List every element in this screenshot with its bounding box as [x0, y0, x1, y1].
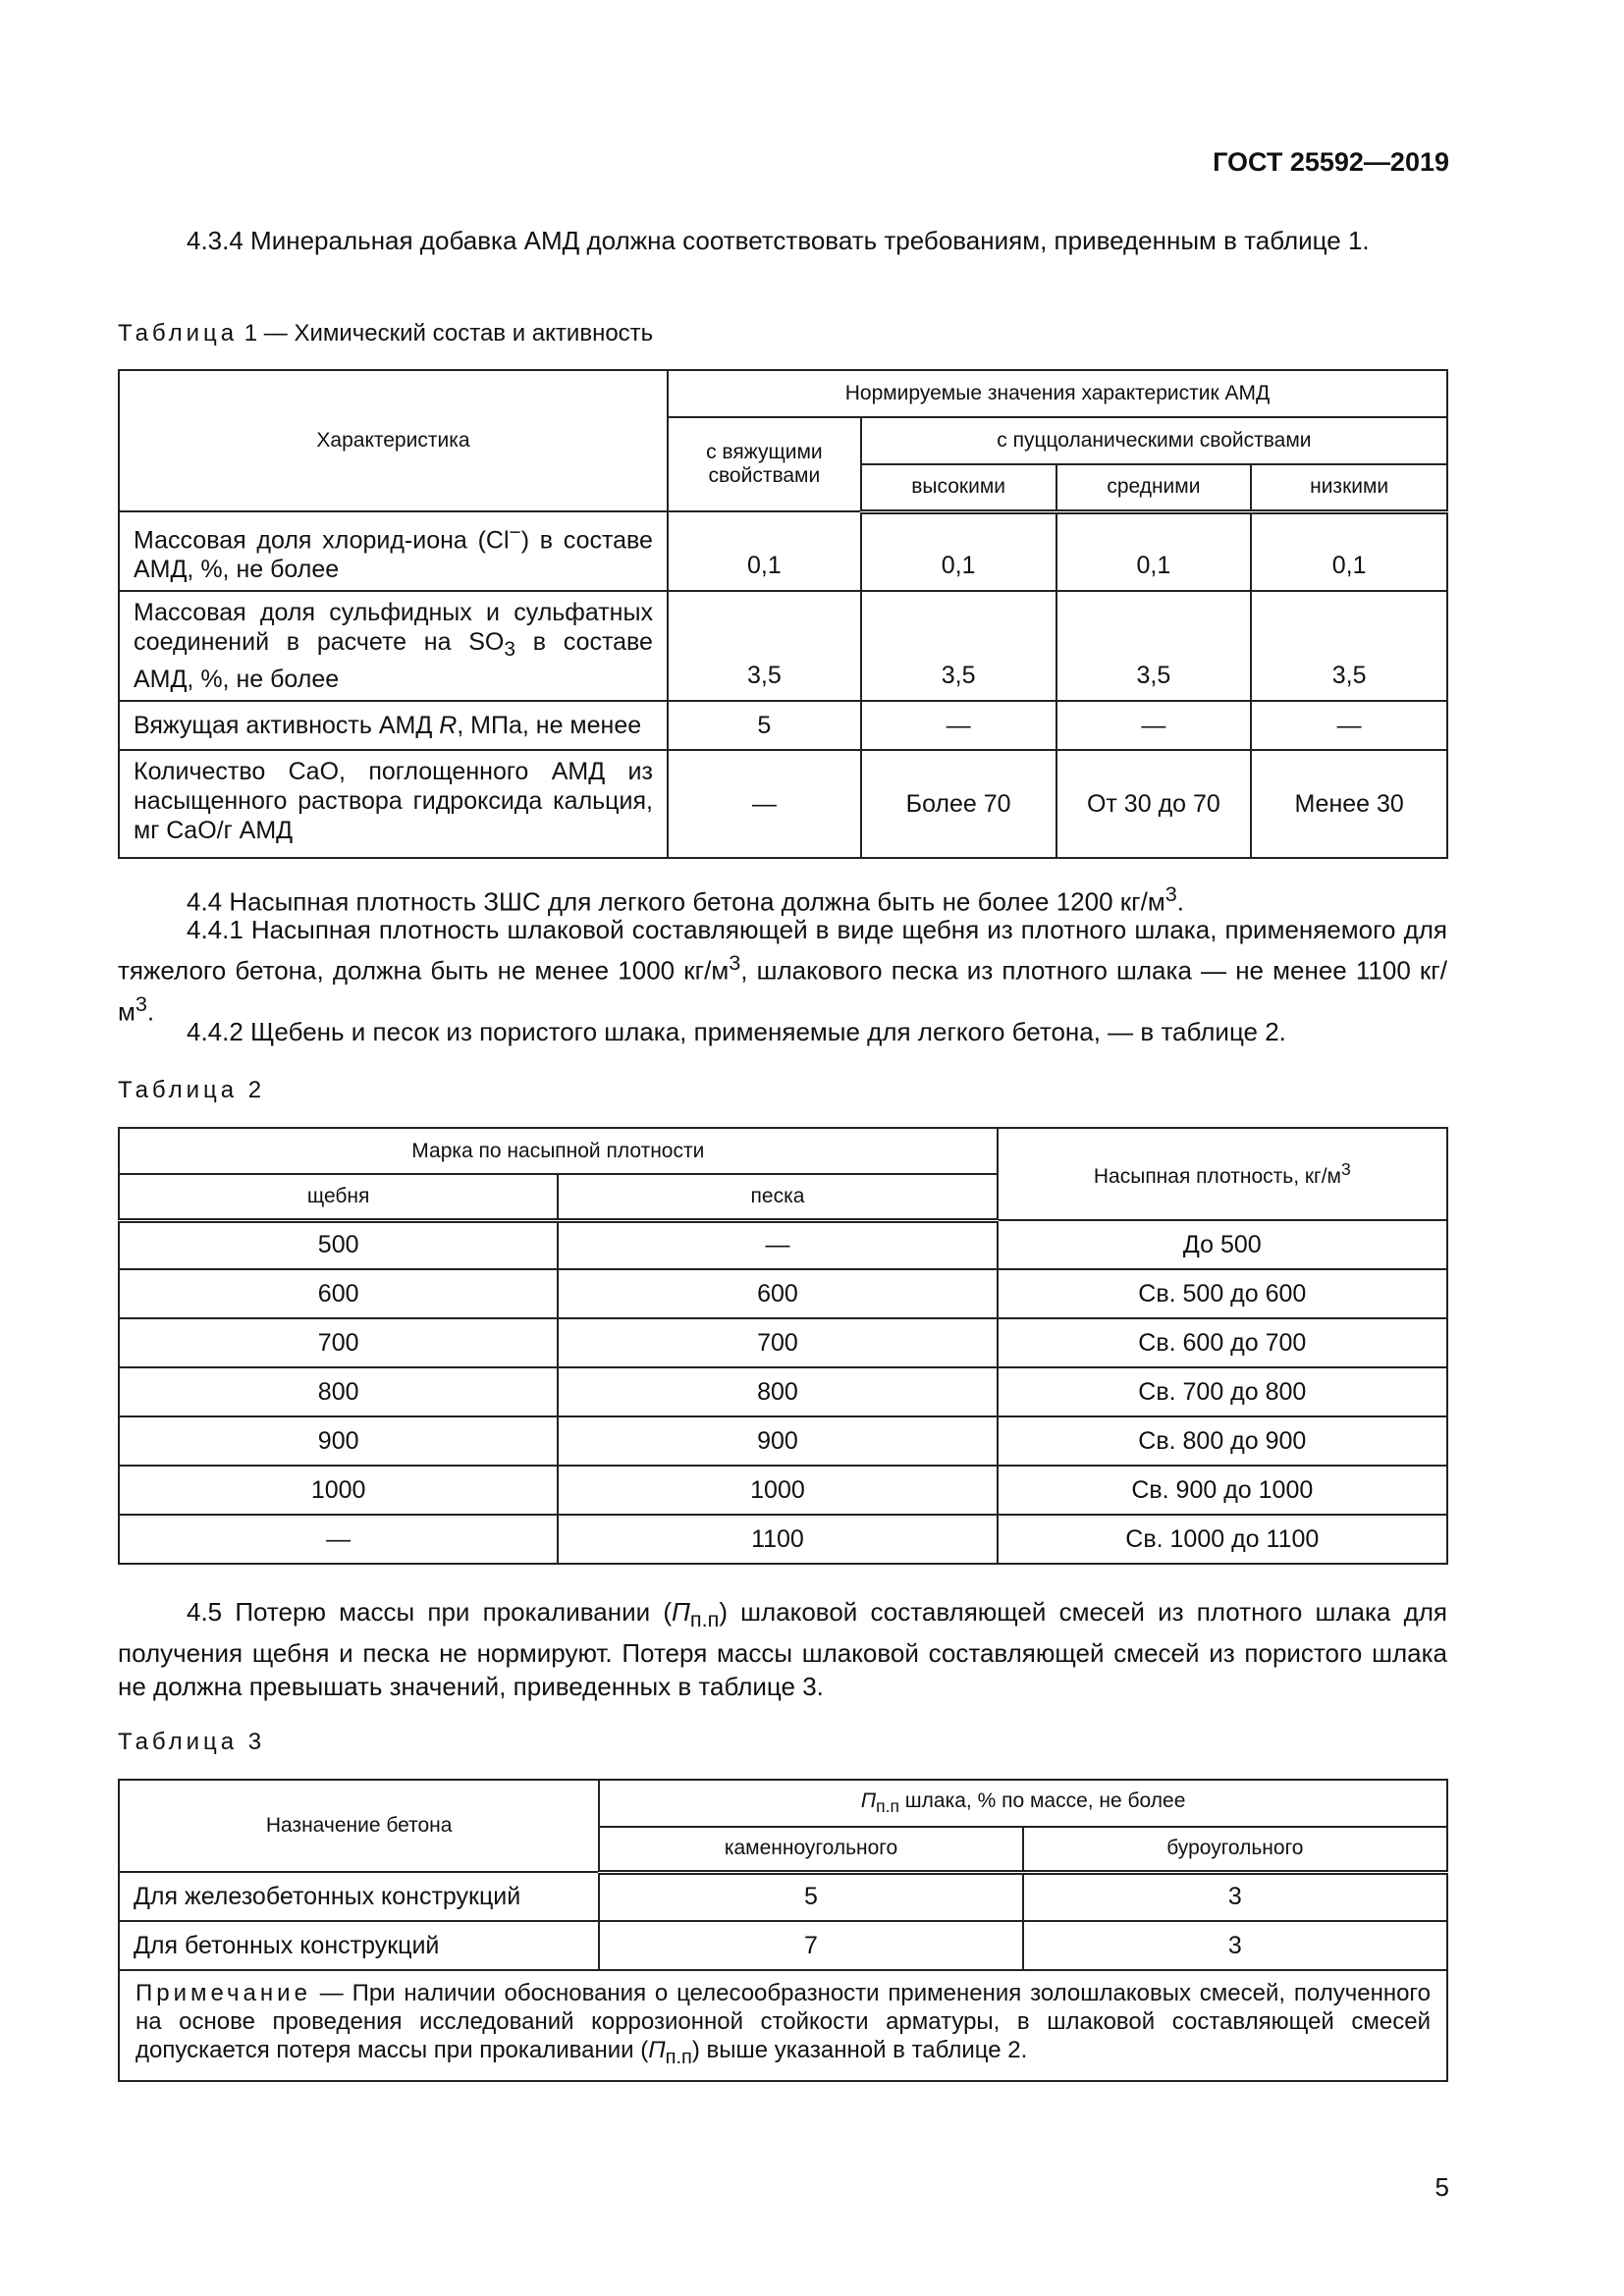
- t3-note: Примечание — При наличии обоснования о целесообразности применения золошлаковых смесей, полученного на основе проведения исследований коррозионной стойкости арматуры, в шлаковой составляющей смесей допускается потеря массы при прокаливании $(П_{п.п})$ выше указанной в таблице 2.: [119, 1970, 1447, 2081]
- t2-cell: 900: [119, 1416, 558, 1466]
- table-row: [119, 1515, 1447, 1564]
- t1-header-medium: средними: [1056, 464, 1252, 511]
- t1-cell: —: [668, 750, 861, 858]
- table2-caption: Таблица 2: [118, 1077, 266, 1103]
- t1-header-pozzolanic: с пуццоланическими свойствами: [861, 417, 1447, 464]
- t1-cell: Более 70: [861, 750, 1056, 858]
- document-id: ГОСТ 25592—2019: [1213, 147, 1449, 177]
- t1-cell: 0,1: [668, 511, 861, 591]
- table-row: [119, 511, 1447, 591]
- table1-caption: [118, 320, 653, 347]
- t2-cell: 600: [119, 1269, 558, 1318]
- t3-cell-label: Для бетонных конструкций: [119, 1921, 599, 1970]
- t2-cell: Св. 800 до 900: [998, 1416, 1447, 1466]
- t1-row2-label: Массовая доля сульфидных и сульфатных соединений в расчете на $SO_3$ в составе АМД, %, не более: [119, 591, 668, 701]
- t3-header-loss: $П_{п.п}$ шлака, % по массе, не более: [599, 1780, 1447, 1827]
- t1-cell: 0,1: [1251, 511, 1447, 591]
- t1-cell: —: [861, 701, 1056, 750]
- t2-header-sand: песка: [558, 1174, 997, 1220]
- table-row: [119, 1220, 1447, 1269]
- t3-header-brown-coal: буроугольного: [1023, 1827, 1447, 1872]
- t2-cell: 1000: [558, 1466, 997, 1515]
- t1-cell: 3,5: [668, 591, 861, 701]
- table-row: [119, 1416, 1447, 1466]
- table3-caption: Таблица 3: [118, 1729, 266, 1755]
- t1-cell: —: [1056, 701, 1252, 750]
- paragraph-4-4-1: 4.4.1 Насыпная плотность шлаковой составляющей в виде щебня из плотного шлака, применяемого для тяжелого бетона, должна быть не менее 1000 $кг/м^3$, шлакового песка из плотного шлака — не менее 1100 $кг/м^3$.: [118, 915, 1448, 1027]
- t3-cell: 5: [599, 1872, 1022, 1921]
- t2-header-density: Насыпная плотность, $кг/м^3$: [998, 1128, 1447, 1220]
- t1-header-high: высокими: [861, 464, 1056, 511]
- t1-cell: —: [1251, 701, 1447, 750]
- t2-cell: 900: [558, 1416, 997, 1466]
- table-2: [118, 1127, 1448, 1565]
- table-row: [119, 701, 1447, 750]
- table-note-row: [119, 1970, 1447, 2081]
- paragraph-4-5: 4.5 Потерю массы при прокаливании $(П_{п.п})$ шлаковой составляющей смесей из плотного шлака для получения щебня и песка не нормируют. Потеря массы шлаковой составляющей смесей из пористого шлака не должна превышать значений, приведенных в таблице 3.: [118, 1597, 1447, 1702]
- table-3: [118, 1779, 1448, 2082]
- t1-cell: 3,5: [1056, 591, 1252, 701]
- table-row: [119, 1269, 1447, 1318]
- table-row: [119, 750, 1447, 858]
- t1-row4-label: Количество CaO, поглощенного АМД из насыщенного раствора гидроксида кальция, мг CaO/г АМД: [119, 750, 668, 858]
- t2-header-mark: Марка по насыпной плотности: [119, 1128, 998, 1174]
- t2-cell: До 500: [998, 1220, 1447, 1269]
- t2-cell: Св. 900 до 1000: [998, 1466, 1447, 1515]
- t3-header-purpose: Назначение бетона: [119, 1780, 599, 1872]
- table-row: [119, 1921, 1447, 1970]
- t2-cell: —: [119, 1515, 558, 1564]
- t2-cell: Св. 600 до 700: [998, 1318, 1447, 1367]
- paragraph-4-3-4: 4.3.4 Минеральная добавка АМД должна соответствовать требованиям, приведенным в таблице 1.: [187, 226, 1370, 255]
- t1-header-characteristic: Характеристика: [119, 370, 668, 511]
- t1-cell: 3,5: [861, 591, 1056, 701]
- table-row: [119, 1872, 1447, 1921]
- table-row: [119, 1367, 1447, 1416]
- t3-cell: 3: [1023, 1872, 1447, 1921]
- t2-cell: 800: [558, 1367, 997, 1416]
- paragraph-4-4-2: 4.4.2 Щебень и песок из пористого шлака, применяемые для легкого бетона, — в таблице 2.: [187, 1017, 1286, 1046]
- t2-cell: Св. 700 до 800: [998, 1367, 1447, 1416]
- t1-row1-label: Массовая доля хлорид-иона (Cl−) в составе АМД, %, не более: [119, 511, 668, 591]
- t1-header-low: низкими: [1251, 464, 1447, 511]
- t2-cell: Св. 1000 до 1100: [998, 1515, 1447, 1564]
- t2-cell: 1100: [558, 1515, 997, 1564]
- t1-cell: Менее 30: [1251, 750, 1447, 858]
- table-1: [118, 369, 1448, 859]
- t2-cell: Св. 500 до 600: [998, 1269, 1447, 1318]
- t1-header-norm: Нормируемые значения характеристик АМД: [668, 370, 1447, 417]
- table1-caption-title: 1 — Химический состав и активность: [244, 320, 654, 347]
- t2-cell: 700: [119, 1318, 558, 1367]
- page-number: 5: [1435, 2172, 1449, 2202]
- t2-cell: 800: [119, 1367, 558, 1416]
- t2-cell: 500: [119, 1220, 558, 1269]
- t1-cell: 0,1: [861, 511, 1056, 591]
- t3-cell-label: Для железобетонных конструкций: [119, 1872, 599, 1921]
- t2-header-gravel: щебня: [119, 1174, 558, 1220]
- table1-caption-label: Таблица: [118, 320, 239, 347]
- table-row: [119, 1466, 1447, 1515]
- table-row: [119, 591, 1447, 701]
- t2-cell: 600: [558, 1269, 997, 1318]
- paragraph-4-4: 4.4 Насыпная плотность ЗШС для легкого бетона должна быть не более 1200 $кг/м^3$.: [187, 881, 1185, 917]
- t3-header-coal: каменноугольного: [599, 1827, 1022, 1872]
- t1-cell: 3,5: [1251, 591, 1447, 701]
- t1-cell: От 30 до 70: [1056, 750, 1252, 858]
- table-row: [119, 1318, 1447, 1367]
- t3-cell: 7: [599, 1921, 1022, 1970]
- t1-header-binding: с вяжущими свойствами: [668, 417, 861, 511]
- t2-cell: 700: [558, 1318, 997, 1367]
- t1-row3-label: Вяжущая активность АМД R, МПа, не менее: [119, 701, 668, 750]
- t2-cell: —: [558, 1220, 997, 1269]
- t2-cell: 1000: [119, 1466, 558, 1515]
- t1-cell: 5: [668, 701, 861, 750]
- t3-cell: 3: [1023, 1921, 1447, 1970]
- t1-cell: 0,1: [1056, 511, 1252, 591]
